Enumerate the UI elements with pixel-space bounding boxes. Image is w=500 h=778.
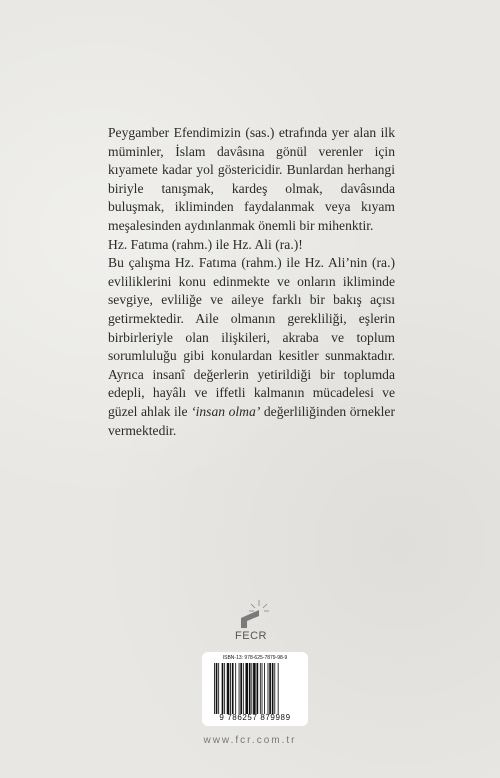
isbn-number: 9 786257 879989 [219,713,291,722]
blurb-paragraph-2: Hz. Fatıma (rahm.) ile Hz. Ali (ra.)! [108,236,303,252]
publisher-website: www.fcr.com.tr [203,735,297,746]
blurb-paragraph-1: Peygamber Efendimizin (sas.) etrafında yer alan ilk müminler, İslam davâsına gönül verenler için kıyamete kadar yol göstericidir. Bunlardan herhangi biriyle tanışmak, kardeş olmak, davâsında buluşmak, ikliminden faydalanmak veya kıyam meşalesinden aydınlanmak önemli bir mihenktir. [108,125,395,233]
blurb-italic-phrase: ‘insan olma’ [191,403,261,419]
blurb-paragraph-3-text: Bu çalışma Hz. Fatıma (rahm.) ile Hz. Ali’nin (ra.) evliliklerini konu edinmekte ve onların ikliminde sevgiye, evliliğe ve aileye farklı bir bakış açısı getirmektedir. Aile olmanın gerekliliği, eşlerin birbirleriyle olan ilişkileri, akraba ve toplum sorumluluğu gibi konulardan kesitler sunmaktadır. Ayrıca insanî değerlerin yetirildiği bir toplumda edepli, hayâlı ve iffetli kalmanın mücadelesi ve güzel ahlak ile [108,255,395,419]
isbn-label: ISBN-13: 978-625-7879-98-9 [222,655,288,661]
back-cover-blurb [108,124,395,440]
isbn-barcode [202,652,308,726]
publisher-logo-text: FECR [235,630,267,642]
barcode-bars [214,663,298,714]
blurb-paragraph-3 [108,254,395,440]
blurb-paragraph-3-end: değerliliğinden örnekler vermektedir. [108,403,395,438]
